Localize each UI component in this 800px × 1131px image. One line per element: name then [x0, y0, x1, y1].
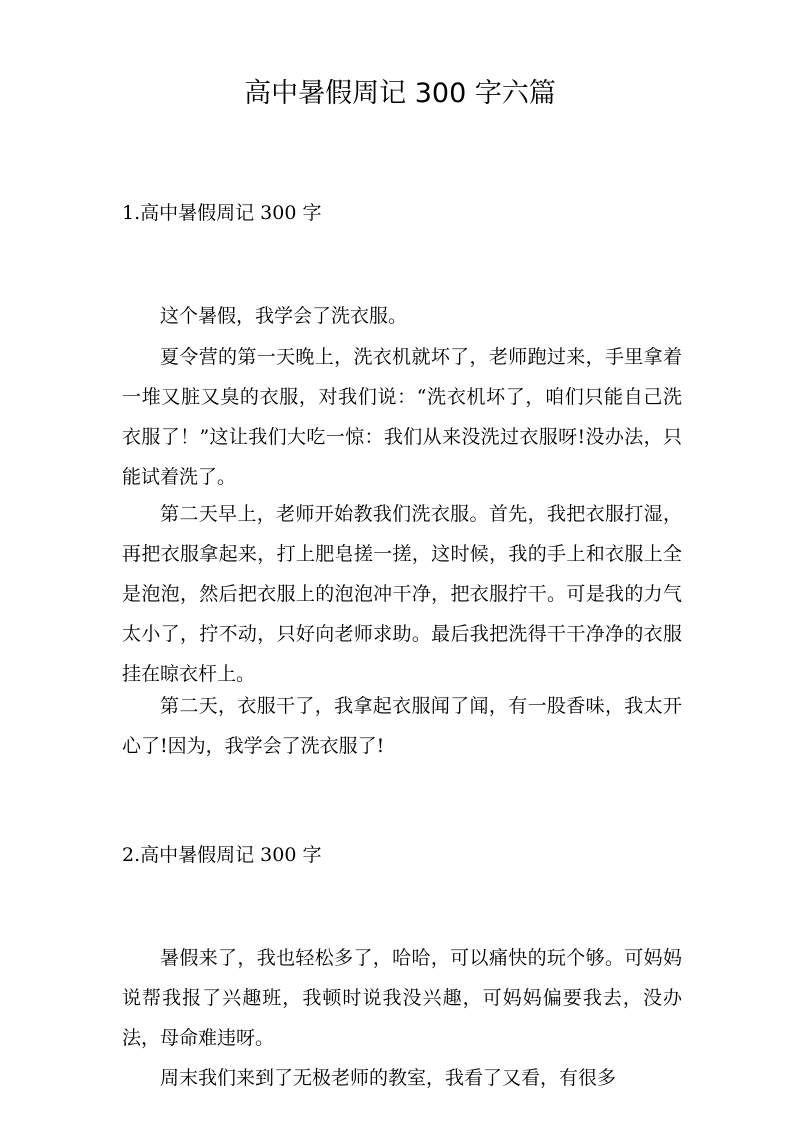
paragraph: 周末我们来到了无极老师的教室，我看了又看，有很多	[160, 1067, 617, 1089]
paragraph: 夏令营的第一天晚上，洗衣机就坏了，老师跑过来，手里拿着一堆又脏又臭的衣服，对我们说：“洗衣机坏了，咱们只能自己洗衣服了！”这让我们大吃一惊：我们从来没洗过衣服呀!没办法，只能试着洗了。	[122, 346, 682, 488]
section-heading-2: 2.高中暑假周记 300 字	[122, 844, 322, 866]
paragraph: 暑假来了，我也轻松多了，哈哈，可以痛快的玩个够。可妈妈说帮我报了兴趣班，我顿时说我没兴趣，可妈妈偏要我去，没办法，母命难违呀。	[122, 947, 682, 1049]
paragraph: 第二天早上，老师开始教我们洗衣服。首先，我把衣服打湿，再把衣服拿起来，打上肥皂搓一搓，这时候，我的手上和衣服上全是泡泡，然后把衣服上的泡泡冲干净，把衣服拧干。可是我的力气太小了，拧不动，只好向老师求助。最后我把洗得干干净净的衣服挂在晾衣杆上。	[122, 503, 682, 685]
document-title: 高中暑假周记 300 字六篇	[244, 78, 556, 109]
section-heading-1: 1.高中暑假周记 300 字	[122, 202, 322, 224]
paragraph: 这个暑假，我学会了洗衣服。	[160, 305, 408, 327]
paragraph: 第二天，衣服干了，我拿起衣服闻了闻，有一股香味，我太开心了!因为，我学会了洗衣服了!	[122, 695, 682, 757]
